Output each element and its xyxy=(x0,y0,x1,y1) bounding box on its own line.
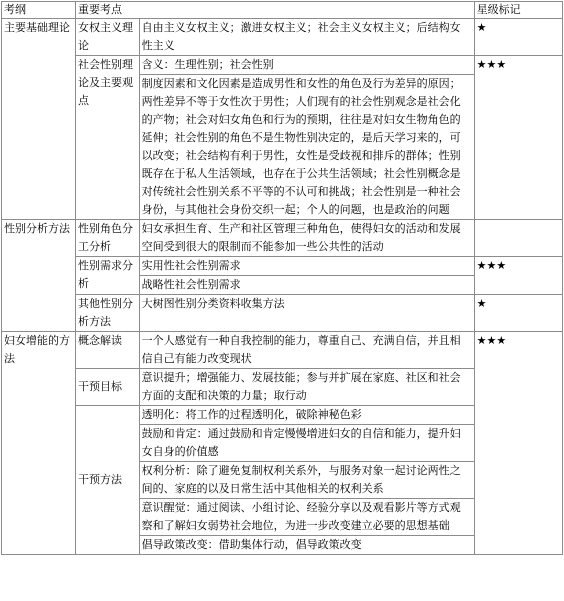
content-gender-definition: 含义：生理性别；社会性别 xyxy=(139,56,474,75)
table-row xyxy=(2,220,563,257)
exam-points-table xyxy=(1,1,563,555)
content-strategic-needs: 战略性社会性别需求 xyxy=(139,276,474,295)
header-row xyxy=(2,2,563,19)
topic-gender-theory: 社会性别理论及主要观点 xyxy=(75,56,139,220)
star-rating: ★★★ xyxy=(474,56,562,220)
topic-methods: 干预方法 xyxy=(75,406,139,555)
star-rating: ★★★ xyxy=(474,257,562,295)
header-key-points: 重要考点 xyxy=(75,2,474,19)
topic-role-division: 性别角色分工分析 xyxy=(75,220,139,257)
table-row xyxy=(2,257,563,276)
star-rating: ★ xyxy=(474,19,562,56)
topic-concept: 概念解读 xyxy=(75,332,139,369)
content-method-policy-advocacy: 倡导政策改变：借助集体行动，倡导政策改变 xyxy=(139,536,474,555)
content-goals: 意识提升；增强能力、发展技能；参与并扩展在家庭、社区和社会方面的支配和决策的力量；取行动 xyxy=(139,369,474,406)
table-row xyxy=(2,56,563,75)
content-role-division: 妇女承担生育、生产和社区管理三种角色，使得妇女的活动和发展空间受到很大的限制而不能参加一些公共性的活动 xyxy=(139,220,474,257)
topic-needs-analysis: 性别需求分析 xyxy=(75,257,139,295)
content-method-power-analysis: 权利分析：除了避免复制权利关系外，与服务对象一起讨论两性之间的、家庭的以及日常生活中其他相关的权利关系 xyxy=(139,462,474,499)
content-gender-viewpoints: 制度因素和文化因素是造成男性和女性的角色及行为差异的原因；两性差异不等于女性次于男性；人们现有的社会性别观念是社会化的产物；社会对妇女角色和行为的预期，往往是对妇女生物角色的延伸；社会性别的角色不是生物性别决定的，是后天学习来的，可以改变；社会结构有利于男性，女性是受歧视和排斥的群体；性别既存在于私人生活领域，也存在于公共生活领域；社会性别概念是对传统社会性别关系不平等的不认可和挑战；社会性别是一种社会身份，与其他社会身份交织一起；个人的问题，也是政治的问题 xyxy=(139,75,474,220)
star-rating: ★ xyxy=(474,295,562,332)
table-row xyxy=(2,332,563,369)
star-rating-empty xyxy=(474,220,562,257)
content-concept: 一个人感觉有一种自我控制的能力，尊重自己、充满自信，并且相信自己有能力改变现状 xyxy=(139,332,474,369)
content-feminism-schools: 自由主义女权主义；激进女权主义；社会主义女权主义；后结构女性主义 xyxy=(139,19,474,56)
header-star-rating: 星级标记 xyxy=(474,2,562,19)
content-method-encouragement: 鼓励和肯定：通过鼓励和肯定慢慢增进妇女的自信和能力，提升妇女自身的价值感 xyxy=(139,425,474,462)
content-practical-needs: 实用性社会性别需求 xyxy=(139,257,474,276)
content-other-methods: 大树图性别分类资料收集方法 xyxy=(139,295,474,332)
table-row xyxy=(2,19,563,56)
topic-feminism-theory: 女权主义理论 xyxy=(75,19,139,56)
section-gender-analysis: 性别分析方法 xyxy=(2,220,76,332)
content-method-consciousness: 意识醒觉：通过阅读、小组讨论、经验分享以及观看影片等方式观察和了解妇女弱势社会地位，为进一步改变建立必要的思想基础 xyxy=(139,499,474,536)
section-empowerment: 妇女增能的方法 xyxy=(2,332,76,555)
topic-other-methods: 其他性别分析方法 xyxy=(75,295,139,332)
table-row xyxy=(2,295,563,332)
section-basic-theory: 主要基础理论 xyxy=(2,19,76,220)
content-method-transparency: 透明化：将工作的过程透明化，破除神秘色彩 xyxy=(139,406,474,425)
star-rating: ★★★ xyxy=(474,332,562,555)
topic-goals: 干预目标 xyxy=(75,369,139,406)
header-syllabus: 考纲 xyxy=(2,2,76,19)
